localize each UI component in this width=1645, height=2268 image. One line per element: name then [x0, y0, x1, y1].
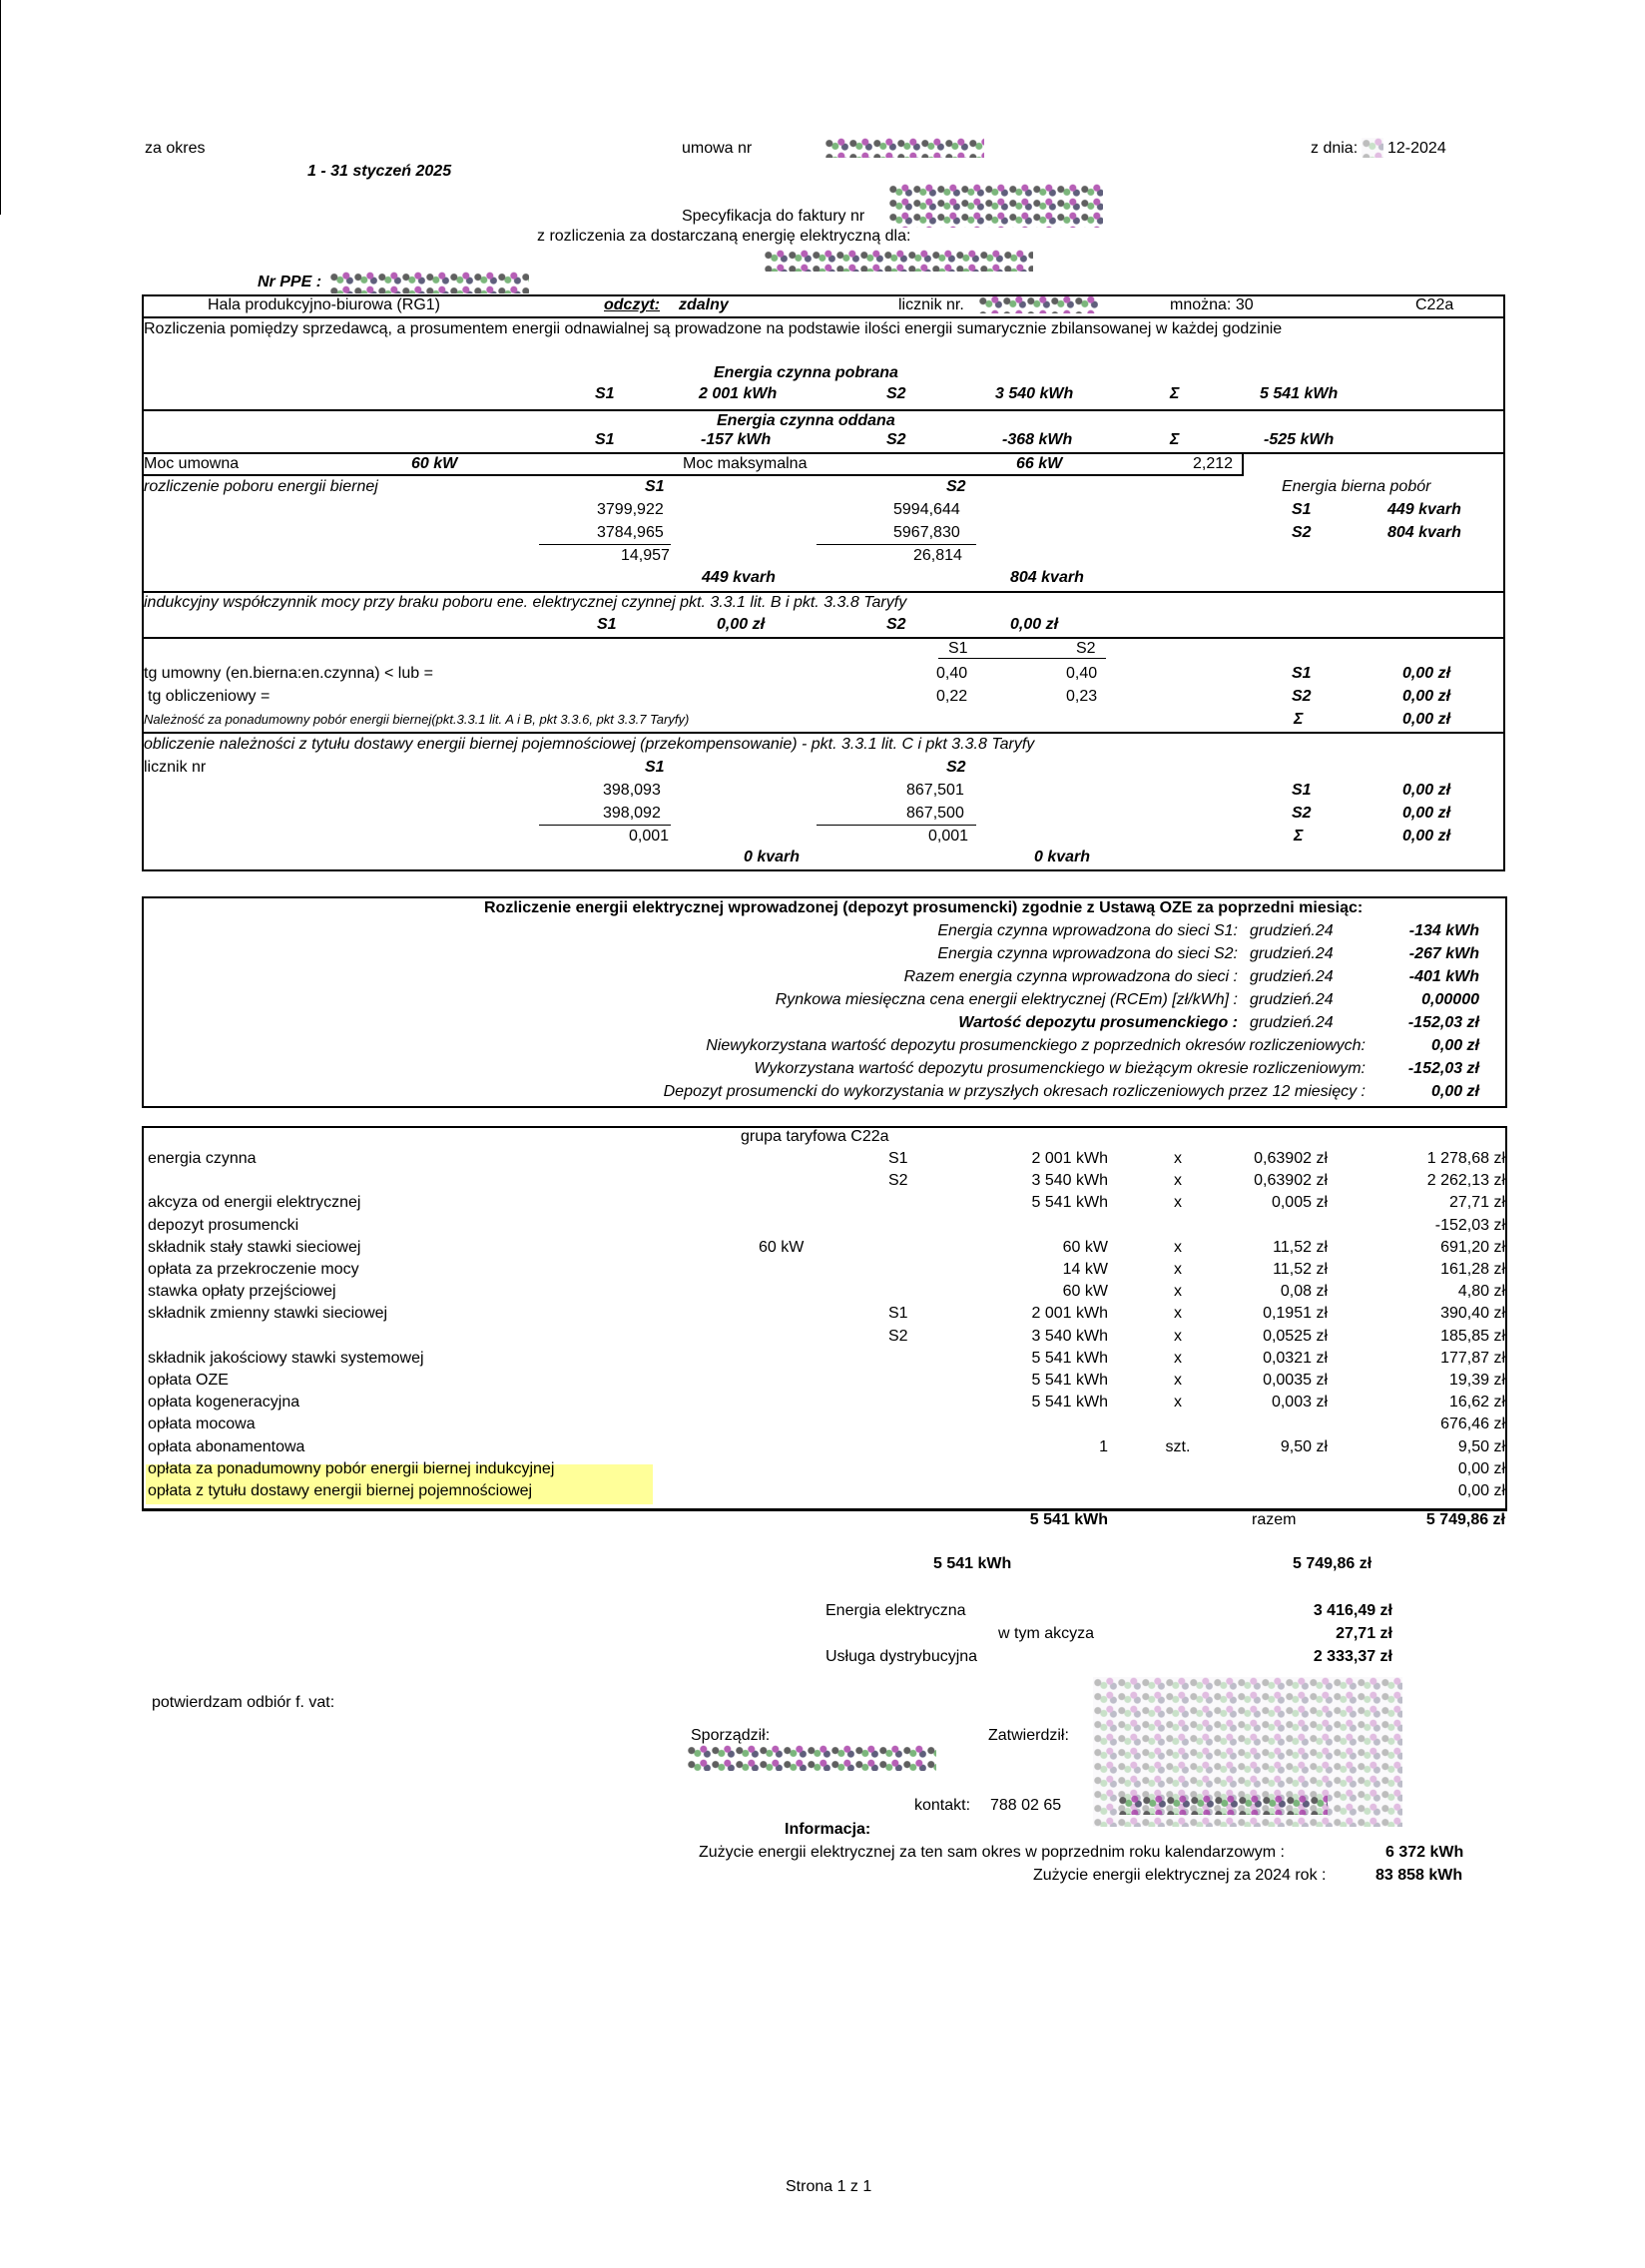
ind-r3-label: Σ: [1294, 711, 1304, 728]
ind-r3: 0,00 zł: [1402, 711, 1451, 728]
pojemnosciowa-title: obliczenie należności z tytułu dostawy energii biernej pojemnościowej (przekompensowanie) - pkt. 3.3.1 lit. C i pkt 3.3.8 Taryfy: [144, 736, 1035, 753]
charge-x: x: [1174, 1283, 1182, 1300]
nr-ppe-label: Nr PPE :: [258, 274, 322, 290]
deposit-row-month: grudzień.24: [1250, 1014, 1334, 1031]
charge-zone: S1: [888, 1305, 908, 1322]
deposit-row-month: grudzień.24: [1250, 945, 1334, 962]
naleznosc-label: Należność za ponadumowny pobór energii biernej(pkt.3.3.1 lit. A i B, pkt 3.3.6, pkt 3.3.7 Taryfy): [144, 712, 690, 727]
sporzadzil-label: Sporządził:: [691, 1727, 771, 1744]
oddana-s2: -368 kWh: [1002, 431, 1073, 448]
deposit-row-value: -134 kWh: [1408, 922, 1479, 939]
bierna-title: rozliczenie poboru energii biernej: [144, 478, 378, 495]
deposit-row-value: -152,03 zł: [1407, 1014, 1479, 1031]
charge-price: 0,003 zł: [1271, 1394, 1328, 1411]
tg-obl-label: tg obliczeniowy =: [148, 688, 271, 705]
zatwierdzil-label: Zatwierdził:: [988, 1727, 1069, 1744]
redacted-approver: [1118, 1795, 1328, 1815]
charge-extra: 60 kW: [759, 1239, 805, 1256]
deposit-row-label: Depozyt prosumencki do wykorzystania w przyszłych okresach rozliczeniowych przez 12 miesięcy :: [663, 1083, 1366, 1100]
charge-label: akcyza od energii elektrycznej: [148, 1194, 361, 1211]
poj-s1-kvarh: 0 kvarh: [744, 849, 801, 865]
charge-x: x: [1174, 1261, 1182, 1278]
charge-amount: 9,50 zł: [1457, 1438, 1505, 1455]
akcyza-value: 27,71 zł: [1336, 1625, 1392, 1642]
charge-amount: 0,00 zł: [1457, 1482, 1505, 1499]
poj-r3-label: Σ: [1294, 828, 1304, 845]
deposit-row-label: Wartość depozytu prosumenckiego :: [958, 1014, 1238, 1031]
moc-maks-label: Moc maksymalna: [683, 455, 808, 472]
deposit-row-value: 0,00 zł: [1430, 1037, 1479, 1054]
poj-s1-diff: 0,001: [629, 828, 670, 845]
potwierdzam-label: potwierdzam odbiór f. vat:: [152, 1694, 335, 1711]
deposit-row-value: -152,03 zł: [1407, 1060, 1479, 1077]
bierna-s2-label: S2: [946, 478, 966, 495]
deposit-title: Rozliczenie energii elektrycznej wprowadzonej (depozyt prosumencki) zgodnie z Ustawą OZE za poprzedni miesiąc:: [484, 899, 1364, 916]
settlement-note: Rozliczenia pomiędzy sprzedawcą, a prosumentem energii odnawialnej są prowadzone na podstawie ilości energii sumarycznie zbilansowanej w każdej godzinie: [144, 320, 1283, 337]
meter-location: Hala produkcyjno-biurowa (RG1): [208, 296, 440, 313]
margin-line: [0, 0, 1, 215]
tariff-group-label: grupa taryfowa C22a: [741, 1128, 889, 1145]
indukcyjny-s2: 0,00 zł: [1010, 616, 1059, 633]
total-label: razem: [1252, 1511, 1297, 1528]
redacted-client: [764, 250, 1033, 272]
informacja-label: Informacja:: [785, 1821, 871, 1838]
pobrana-s2: 3 540 kWh: [995, 385, 1074, 402]
divider: [142, 591, 1505, 593]
oddana-s2-label: S2: [886, 431, 906, 448]
indukcyjny-title: indukcyjny współczynnik mocy przy braku poboru ene. elektrycznej czynnej pkt. 3.3.1 lit. B i pkt. 3.3.8 Taryfy: [144, 594, 907, 611]
charge-amount: 0,00 zł: [1457, 1460, 1505, 1477]
usluga-value: 2 333,37 zł: [1313, 1648, 1392, 1665]
tariff-code: C22a: [1415, 296, 1454, 313]
poj-r2: 0,00 zł: [1402, 805, 1451, 822]
redacted-meter-number: [978, 295, 1098, 313]
deposit-row-label: Razem energia czynna wprowadzona do sieci :: [903, 968, 1238, 985]
charge-price: 9,50 zł: [1280, 1438, 1328, 1455]
charge-qty: 2 001 kWh: [1031, 1150, 1108, 1167]
total-line: [142, 1508, 1507, 1510]
bierna-s2-kvarh: 804 kvarh: [1010, 569, 1084, 586]
charge-amount: 16,62 zł: [1448, 1394, 1505, 1411]
charge-label: opłata OZE: [148, 1372, 229, 1389]
charge-amount: 390,40 zł: [1440, 1305, 1505, 1322]
charge-label: opłata kogeneracyjna: [148, 1394, 300, 1411]
bierna-s2-b: 5967,830: [893, 524, 960, 541]
poj-s2-label: S2: [946, 759, 966, 776]
charge-qty: 1: [1099, 1438, 1108, 1455]
za-okres-label: za okres: [145, 140, 206, 157]
bierna-pobor-s2: 804 kvarh: [1387, 524, 1461, 541]
moc-ratio: 2,212: [1193, 455, 1234, 472]
deposit-row-label: Niewykorzystana wartość depozytu prosumenckiego z poprzednich okresów rozliczeniowych:: [706, 1037, 1366, 1054]
pobrana-sum-label: Σ: [1170, 385, 1180, 402]
underline: [938, 658, 1106, 659]
indukcyjny-s1: 0,00 zł: [717, 616, 766, 633]
charge-x: x: [1174, 1172, 1182, 1189]
spec-subtitle: z rozliczenia za dostarczaną energię elektryczną dla:: [537, 228, 911, 245]
oddana-s1: -157 kWh: [701, 431, 772, 448]
charge-qty: 3 540 kWh: [1031, 1328, 1108, 1345]
bierna-s1-label: S1: [645, 478, 665, 495]
charge-price: 0,005 zł: [1271, 1194, 1328, 1211]
pobrana-sum: 5 541 kWh: [1260, 385, 1339, 402]
divider: [1242, 452, 1244, 474]
charge-amount: 2 262,13 zł: [1426, 1172, 1505, 1189]
charge-price: 11,52 zł: [1273, 1239, 1328, 1256]
charge-qty: 60 kW: [1062, 1239, 1108, 1256]
bierna-s1-kvarh: 449 kvarh: [702, 569, 776, 586]
akcyza-label: w tym akcyza: [998, 1625, 1095, 1642]
charge-amount: -152,03 zł: [1434, 1217, 1505, 1234]
info-2024-label: Zużycie energii elektrycznej za 2024 rok :: [1033, 1867, 1327, 1884]
kontakt-label: kontakt:: [914, 1797, 971, 1814]
poj-s2-a: 867,501: [906, 782, 964, 799]
charge-x: x: [1174, 1150, 1182, 1167]
poj-s1-b: 398,092: [603, 805, 661, 822]
charge-amount: 27,71 zł: [1448, 1194, 1505, 1211]
poj-r1-label: S1: [1292, 782, 1312, 799]
charge-price: 0,0035 zł: [1263, 1372, 1328, 1389]
total-amount: 5 749,86 zł: [1425, 1511, 1505, 1528]
subtract-line: [817, 825, 976, 826]
charge-price: 0,1951 zł: [1263, 1305, 1328, 1322]
charge-amount: 4,80 zł: [1457, 1283, 1505, 1300]
billing-period: 1 - 31 styczeń 2025: [307, 163, 452, 180]
z-dnia-value: 12-2024: [1387, 140, 1446, 157]
kontakt-value: 788 02 65: [990, 1797, 1062, 1814]
tg-umowny-s2: 0,40: [1066, 665, 1098, 682]
tg-umowny-s1: 0,40: [936, 665, 968, 682]
umowa-label: umowa nr: [682, 140, 753, 157]
summary-kwh: 5 541 kWh: [933, 1555, 1012, 1572]
charge-zone: S1: [888, 1150, 908, 1167]
ind-r1-label: S1: [1292, 665, 1312, 682]
charge-label: stawka opłaty przejściowej: [148, 1283, 336, 1300]
charge-x: x: [1174, 1239, 1182, 1256]
deposit-row-month: grudzień.24: [1250, 922, 1334, 939]
charge-label: składnik zmienny stawki sieciowej: [148, 1305, 388, 1322]
odczyt-label: odczyt:: [604, 296, 660, 313]
charge-qty: 5 541 kWh: [1031, 1372, 1108, 1389]
poj-r1: 0,00 zł: [1402, 782, 1451, 799]
charge-amount: 177,87 zł: [1440, 1350, 1505, 1367]
charge-x: x: [1174, 1328, 1182, 1345]
charge-amount: 19,39 zł: [1448, 1372, 1505, 1389]
charge-price: 0,08 zł: [1280, 1283, 1328, 1300]
charge-x: x: [1174, 1372, 1182, 1389]
oddana-s1-label: S1: [595, 431, 615, 448]
spec-title: Specyfikacja do faktury nr: [682, 208, 865, 225]
poj-s2-kvarh: 0 kvarh: [1034, 849, 1091, 865]
mnozna: mnożna: 30: [1170, 296, 1254, 313]
deposit-row-month: grudzień.24: [1250, 968, 1334, 985]
indukcyjny-s2-label: S2: [886, 616, 906, 633]
deposit-row-month: grudzień.24: [1250, 991, 1334, 1008]
divider: [142, 409, 1505, 411]
charge-price: 0,63902 zł: [1254, 1172, 1328, 1189]
charge-label: energia czynna: [148, 1150, 257, 1167]
bierna-s1-a: 3799,922: [597, 501, 664, 518]
total-qty: 5 541 kWh: [1029, 1511, 1108, 1528]
oddana-title: Energia czynna oddana: [717, 412, 895, 429]
moc-umowna-label: Moc umowna: [144, 455, 240, 472]
charge-amount: 185,85 zł: [1440, 1328, 1505, 1345]
tg-col-s2: S2: [1076, 640, 1096, 657]
charge-qty: 3 540 kWh: [1031, 1172, 1108, 1189]
info-2024-value: 83 858 kWh: [1375, 1867, 1463, 1884]
divider: [142, 316, 1505, 318]
ind-r2: 0,00 zł: [1402, 688, 1451, 705]
info-prev-year-label: Zużycie energii elektrycznej za ten sam okres w poprzednim roku kalendarzowym :: [699, 1844, 1285, 1861]
info-prev-year-value: 6 372 kWh: [1385, 1844, 1464, 1861]
tg-umowny-label: tg umowny (en.bierna:en.czynna) < lub =: [144, 665, 433, 682]
pobrana-s1-label: S1: [595, 385, 615, 402]
poj-s2-diff: 0,001: [928, 828, 969, 845]
tg-obl-s2: 0,23: [1066, 688, 1098, 705]
charge-zone: S2: [888, 1328, 908, 1345]
charge-qty: 5 541 kWh: [1031, 1194, 1108, 1211]
bierna-pobor-s1: 449 kvarh: [1387, 501, 1461, 518]
subtract-line: [539, 544, 671, 545]
z-dnia-label: z dnia:: [1311, 140, 1359, 157]
oddana-sum-label: Σ: [1170, 431, 1180, 448]
licznik-label: licznik nr.: [898, 296, 964, 313]
deposit-row-label: Energia czynna wprowadzona do sieci S2:: [937, 945, 1238, 962]
tg-obl-s1: 0,22: [936, 688, 968, 705]
redacted-author: [687, 1745, 936, 1771]
redacted-ppe: [329, 272, 529, 293]
indukcyjny-s1-label: S1: [597, 616, 617, 633]
redacted-day: [1362, 138, 1383, 158]
divider: [142, 452, 1505, 454]
bierna-pobor-s1-label: S1: [1292, 501, 1312, 518]
divider: [142, 637, 1505, 639]
moc-umowna: 60 kW: [411, 455, 458, 472]
charge-amount: 1 278,68 zł: [1426, 1150, 1505, 1167]
deposit-row-value: -267 kWh: [1408, 945, 1479, 962]
charge-price: 0,0321 zł: [1263, 1350, 1328, 1367]
charge-x: szt.: [1165, 1438, 1191, 1455]
deposit-row-value: 0,00000: [1421, 991, 1479, 1008]
charge-qty: 5 541 kWh: [1031, 1350, 1108, 1367]
charge-price: 0,63902 zł: [1254, 1150, 1328, 1167]
bierna-s1-b: 3784,965: [597, 524, 664, 541]
poj-r2-label: S2: [1292, 805, 1312, 822]
deposit-row-label: Rynkowa miesięczna cena energii elektrycznej (RCEm) [zł/kWh] :: [775, 991, 1238, 1008]
charge-label: opłata abonamentowa: [148, 1438, 305, 1455]
poj-licznik-label: licznik nr: [144, 759, 207, 776]
charge-qty: 2 001 kWh: [1031, 1305, 1108, 1322]
page-number: Strona 1 z 1: [786, 2178, 872, 2195]
charge-amount: 161,28 zł: [1440, 1261, 1505, 1278]
charge-x: x: [1174, 1194, 1182, 1211]
charge-price: 11,52 zł: [1273, 1261, 1328, 1278]
divider: [142, 474, 1244, 476]
pobrana-s1: 2 001 kWh: [699, 385, 778, 402]
charge-label: składnik stały stawki sieciowej: [148, 1239, 361, 1256]
bierna-s2-diff: 26,814: [913, 547, 962, 564]
bierna-s1-diff: 14,957: [621, 547, 670, 564]
charge-label: opłata z tytułu dostawy energii biernej pojemnościowej: [148, 1482, 533, 1499]
deposit-row-label: Wykorzystana wartość depozytu prosumenckiego w bieżącym okresie rozliczeniowym:: [754, 1060, 1366, 1077]
pobrana-s2-label: S2: [886, 385, 906, 402]
tg-col-s1: S1: [948, 640, 968, 657]
charge-amount: 676,46 zł: [1440, 1416, 1505, 1432]
charge-label: składnik jakościowy stawki systemowej: [148, 1350, 424, 1367]
oddana-sum: -525 kWh: [1264, 431, 1335, 448]
charge-label: opłata mocowa: [148, 1416, 256, 1432]
summary-amount: 5 749,86 zł: [1293, 1555, 1372, 1572]
poj-s1-a: 398,093: [603, 782, 661, 799]
charge-label: depozyt prosumencki: [148, 1217, 299, 1234]
ind-r1: 0,00 zł: [1402, 665, 1451, 682]
deposit-row-label: Energia czynna wprowadzona do sieci S1:: [937, 922, 1238, 939]
pobrana-title: Energia czynna pobrana: [714, 364, 898, 381]
divider: [142, 732, 1505, 734]
energia-value: 3 416,49 zł: [1313, 1602, 1392, 1619]
charge-x: x: [1174, 1350, 1182, 1367]
charge-x: x: [1174, 1394, 1182, 1411]
deposit-row-value: 0,00 zł: [1430, 1083, 1479, 1100]
charge-x: x: [1174, 1305, 1182, 1322]
bierna-s2-a: 5994,644: [893, 501, 960, 518]
usluga-label: Usługa dystrybucyjna: [825, 1648, 978, 1665]
odczyt-value: zdalny: [679, 296, 729, 313]
charge-label: opłata za przekroczenie mocy: [148, 1261, 359, 1278]
subtract-line: [539, 825, 671, 826]
poj-s2-b: 867,500: [906, 805, 964, 822]
energia-label: Energia elektryczna: [825, 1602, 966, 1619]
charge-price: 0,0525 zł: [1263, 1328, 1328, 1345]
charge-qty: 60 kW: [1062, 1283, 1108, 1300]
charge-qty: 5 541 kWh: [1031, 1394, 1108, 1411]
charge-amount: 691,20 zł: [1440, 1239, 1505, 1256]
subtract-line: [817, 544, 976, 545]
poj-r3: 0,00 zł: [1402, 828, 1451, 845]
bierna-pobor-s2-label: S2: [1292, 524, 1312, 541]
bierna-pobor-title: Energia bierna pobór: [1282, 478, 1431, 495]
redacted-contract-number: [824, 138, 984, 158]
charge-zone: S2: [888, 1172, 908, 1189]
charge-qty: 14 kW: [1062, 1261, 1108, 1278]
ind-r2-label: S2: [1292, 688, 1312, 705]
redacted-invoice-number: [888, 184, 1103, 228]
charge-label: opłata za ponadumowny pobór energii biernej indukcyjnej: [148, 1460, 555, 1477]
poj-s1-label: S1: [645, 759, 665, 776]
deposit-row-value: -401 kWh: [1408, 968, 1479, 985]
moc-maks: 66 kW: [1016, 455, 1063, 472]
